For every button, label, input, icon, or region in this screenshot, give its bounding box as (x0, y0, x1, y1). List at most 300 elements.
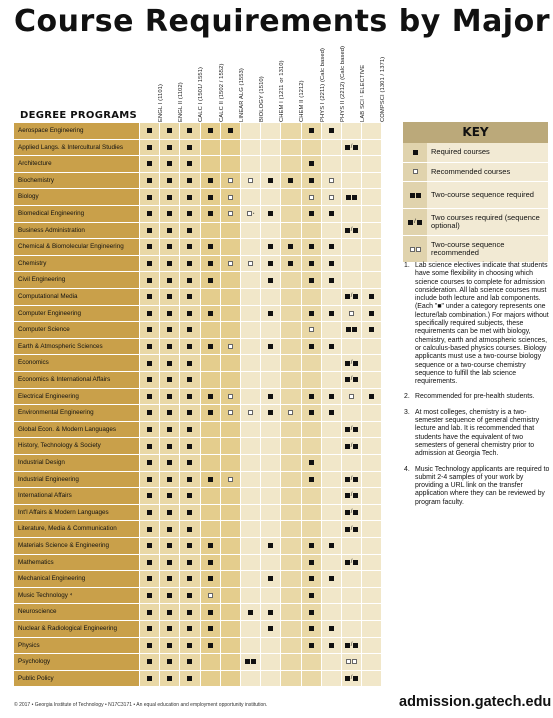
recommended-marker (228, 410, 233, 415)
requirement-cell (220, 189, 240, 206)
recommended-marker (349, 394, 354, 399)
requirement-cell (341, 339, 361, 356)
required-marker (167, 327, 172, 332)
requirement-cell (240, 472, 260, 489)
required-marker (329, 643, 334, 648)
requirement-cell (280, 173, 300, 190)
requirement-cell (321, 405, 341, 422)
requirement-cell (200, 140, 220, 157)
required-marker (167, 527, 172, 532)
requirement-cell (139, 223, 159, 240)
program-name: Psychology (14, 654, 139, 671)
requirement-cell (260, 455, 280, 472)
recommended-marker (349, 311, 354, 316)
requirement-cell (179, 173, 199, 190)
required-marker (167, 261, 172, 266)
required-marker (187, 444, 192, 449)
requirement-cell (301, 654, 321, 671)
optional-sequence-marker (345, 444, 350, 449)
recommended-marker (248, 261, 253, 266)
requirement-cell (220, 472, 240, 489)
requirement-cell (220, 638, 240, 655)
requirement-cell (341, 488, 361, 505)
requirement-cell (240, 455, 260, 472)
required-marker (147, 427, 152, 432)
required-marker (167, 593, 172, 598)
requirement-cell (260, 206, 280, 223)
requirement-cell (321, 488, 341, 505)
requirement-cell (321, 621, 341, 638)
requirement-cell (341, 422, 361, 439)
requirement-cell (159, 389, 179, 406)
requirement-cell (240, 671, 260, 688)
requirement-cell (361, 206, 381, 223)
requirement-cell (200, 638, 220, 655)
program-name: Industrial Engineering (14, 472, 139, 489)
recommended-marker (247, 211, 252, 216)
requirement-cell (220, 389, 240, 406)
requirement-cell (260, 405, 280, 422)
requirement-cell (260, 604, 280, 621)
requirement-cell (139, 189, 159, 206)
slash-separator: / (350, 226, 353, 233)
required-marker (309, 610, 314, 615)
requirement-cell (220, 289, 240, 306)
required-marker (147, 211, 152, 216)
required-marker (187, 361, 192, 366)
requirement-cell (179, 322, 199, 339)
requirement-cell (260, 621, 280, 638)
sequence-marker (410, 193, 415, 198)
program-name: Mathematics (14, 555, 139, 572)
required-marker (329, 626, 334, 631)
requirement-cell (361, 555, 381, 572)
requirement-cell (220, 438, 240, 455)
requirement-cell (159, 239, 179, 256)
column-header-label: PHYS I (2211) (Calc based) (319, 47, 326, 122)
requirement-cell (301, 571, 321, 588)
required-marker (208, 643, 213, 648)
requirement-cell (220, 322, 240, 339)
required-marker (208, 244, 213, 249)
requirement-cell (220, 538, 240, 555)
requirement-cell (260, 654, 280, 671)
program-name: Electrical Engineering (14, 389, 139, 406)
required-marker (147, 161, 152, 166)
requirement-cell (220, 654, 240, 671)
requirement-cell (361, 189, 381, 206)
requirement-cell (260, 189, 280, 206)
requirement-cell (341, 372, 361, 389)
requirement-cell (159, 604, 179, 621)
program-name: Computer Engineering (14, 306, 139, 323)
required-marker (208, 344, 213, 349)
program-name: Economics (14, 355, 139, 372)
requirement-cell (341, 306, 361, 323)
optional-sequence-marker (345, 560, 350, 565)
requirement-cell (361, 289, 381, 306)
requirement-cell (159, 521, 179, 538)
required-marker (187, 610, 192, 615)
required-marker (369, 327, 374, 332)
footnote-number: 4. (404, 465, 410, 473)
requirement-cell (240, 339, 260, 356)
requirement-cell (361, 372, 381, 389)
required-marker (187, 294, 192, 299)
requirement-cell (321, 604, 341, 621)
requirement-cell (280, 505, 300, 522)
program-name: Computational Media (14, 289, 139, 306)
requirement-cell (159, 405, 179, 422)
requirement-cell (280, 339, 300, 356)
required-marker (268, 311, 273, 316)
recommended-marker (228, 211, 233, 216)
required-marker (268, 211, 273, 216)
requirement-cell (321, 555, 341, 572)
program-name: Materials Science & Engineering (14, 538, 139, 555)
requirement-cell (240, 389, 260, 406)
required-marker (208, 278, 213, 283)
requirement-cell (159, 571, 179, 588)
required-marker (167, 626, 172, 631)
requirement-cell (321, 189, 341, 206)
required-marker (309, 394, 314, 399)
slash-separator: / (350, 525, 353, 532)
requirement-cell (200, 173, 220, 190)
required-marker (208, 626, 213, 631)
program-name: Architecture (14, 156, 139, 173)
required-marker (147, 228, 152, 233)
optional-sequence-marker (350, 226, 358, 233)
requirement-cell (179, 538, 199, 555)
requirement-cell (361, 438, 381, 455)
requirement-cell (220, 555, 240, 572)
requirement-cell (361, 256, 381, 273)
requirement-cell (159, 372, 179, 389)
requirement-cell (280, 140, 300, 157)
optional-sequence-marker (350, 143, 358, 150)
requirement-cell (301, 140, 321, 157)
requirement-cell (260, 438, 280, 455)
requirement-cell (179, 239, 199, 256)
requirement-cell (240, 488, 260, 505)
requirement-cell (260, 422, 280, 439)
sequence-marker (352, 195, 357, 200)
sequence-marker (245, 659, 250, 664)
requirement-cell (321, 140, 341, 157)
requirement-cell (139, 671, 159, 688)
required-marker (208, 311, 213, 316)
requirement-cell (200, 123, 220, 140)
requirement-cell (260, 272, 280, 289)
requirement-cell (200, 555, 220, 572)
requirement-cell (280, 555, 300, 572)
requirement-cell (341, 455, 361, 472)
column-header-label: CALC II (1502 / 1552) (218, 63, 225, 122)
sequence-marker (416, 193, 421, 198)
requirement-cell (280, 455, 300, 472)
required-marker (167, 361, 172, 366)
key-item (403, 236, 548, 263)
requirement-cell (260, 521, 280, 538)
requirement-cell (200, 322, 220, 339)
program-name: Aerospace Engineering (14, 123, 139, 140)
requirement-cell (200, 538, 220, 555)
requirement-cell (179, 505, 199, 522)
recommended-sequence-marker (346, 659, 351, 664)
requirement-cell (321, 306, 341, 323)
requirement-cell (301, 405, 321, 422)
optional-sequence-marker (350, 442, 358, 449)
requirement-cell (159, 505, 179, 522)
requirement-cell (321, 455, 341, 472)
requirement-cell (179, 472, 199, 489)
requirement-cell (240, 588, 260, 605)
required-marker (167, 643, 172, 648)
requirement-cell (200, 189, 220, 206)
requirement-cell (240, 272, 260, 289)
requirement-cell (341, 671, 361, 688)
requirement-cell (139, 638, 159, 655)
required-marker (309, 560, 314, 565)
footnote (404, 393, 550, 401)
requirement-cell (179, 189, 199, 206)
requirement-cell (260, 140, 280, 157)
required-marker (309, 344, 314, 349)
required-marker (187, 261, 192, 266)
requirement-cell (159, 322, 179, 339)
requirement-cell (260, 588, 280, 605)
column-header (355, 52, 375, 122)
requirement-cell (159, 272, 179, 289)
slash-separator: / (350, 442, 353, 449)
column-header (234, 52, 254, 122)
column-header-label: LINEAR ALG (1553) (238, 68, 245, 122)
requirement-cell (220, 173, 240, 190)
requirement-cell (321, 389, 341, 406)
required-marker (208, 211, 213, 216)
requirement-cell (220, 239, 240, 256)
requirement-cell (139, 239, 159, 256)
requirement-cell (139, 538, 159, 555)
key-item (403, 209, 548, 236)
optional-sequence-marker (350, 426, 358, 433)
requirement-cell (139, 472, 159, 489)
requirement-cell (280, 604, 300, 621)
requirement-cell (280, 322, 300, 339)
required-marker (208, 610, 213, 615)
column-header-label: CHEM II (1212) (299, 80, 306, 122)
requirement-cell (341, 438, 361, 455)
required-marker (208, 576, 213, 581)
required-marker (187, 278, 192, 283)
recommended-marker (413, 169, 418, 174)
recommended-marker (329, 195, 334, 200)
recommended-marker (248, 410, 253, 415)
requirement-cell (341, 123, 361, 140)
required-marker (309, 178, 314, 183)
requirement-cell (301, 322, 321, 339)
requirement-cell (280, 521, 300, 538)
required-marker (329, 128, 334, 133)
requirement-cell (159, 671, 179, 688)
requirement-cell (240, 638, 260, 655)
requirement-cell (321, 521, 341, 538)
required-marker (187, 676, 192, 681)
column-header-label: CHEM I (1211 or 1310) (279, 60, 286, 122)
requirement-cell (341, 638, 361, 655)
requirement-cell (301, 671, 321, 688)
requirement-cell (139, 455, 159, 472)
required-marker (167, 576, 172, 581)
required-marker (167, 560, 172, 565)
required-marker (147, 410, 152, 415)
requirement-cell (280, 638, 300, 655)
requirement-cell (240, 223, 260, 240)
slash-separator: / (350, 475, 353, 482)
requirement-cell (341, 472, 361, 489)
requirement-cell (179, 156, 199, 173)
requirement-cell (139, 422, 159, 439)
page-title: Course Requirements by Major (14, 4, 550, 39)
requirement-cell (260, 173, 280, 190)
column-header (335, 45, 355, 122)
required-marker (309, 261, 314, 266)
requirement-cell (220, 521, 240, 538)
requirement-cell (301, 455, 321, 472)
requirement-cell (321, 339, 341, 356)
requirement-cell (341, 289, 361, 306)
required-marker (329, 344, 334, 349)
recommended-marker (329, 178, 334, 183)
required-marker (167, 145, 172, 150)
required-marker (147, 626, 152, 631)
footnote-text: Music Technology applicants are required to submit 2-4 samples of your work by providing a URL link on the transfer application where they can be reviewed by program faculty. (415, 465, 550, 506)
required-marker (147, 444, 152, 449)
required-marker (208, 394, 213, 399)
required-marker (268, 610, 273, 615)
optional-sequence-marker (350, 359, 358, 366)
requirement-cell (139, 588, 159, 605)
requirement-cell (200, 206, 220, 223)
required-marker (329, 244, 334, 249)
requirement-cell (159, 654, 179, 671)
requirement-cell (321, 588, 341, 605)
requirement-cell (139, 389, 159, 406)
program-name: Neuroscience (14, 604, 139, 621)
requirement-cell (341, 140, 361, 157)
required-marker (208, 477, 213, 482)
requirement-cell (240, 322, 260, 339)
requirement-cell (301, 239, 321, 256)
requirement-cell (341, 389, 361, 406)
required-marker (167, 444, 172, 449)
program-name: Nuclear & Radiological Engineering (14, 621, 139, 638)
required-marker (329, 576, 334, 581)
program-name: Int'l Affairs & Modern Languages (14, 505, 139, 522)
requirement-cell (260, 538, 280, 555)
requirement-cell (361, 140, 381, 157)
website-link[interactable]: admission.gatech.edu (399, 694, 552, 710)
required-marker (147, 394, 152, 399)
requirement-cell (240, 521, 260, 538)
requirement-cell (280, 422, 300, 439)
requirement-cell (321, 538, 341, 555)
requirement-cell (139, 654, 159, 671)
footnote-text: Recommended for pre-health students. (415, 393, 535, 401)
required-marker (309, 626, 314, 631)
required-marker (147, 527, 152, 532)
requirement-cell (341, 571, 361, 588)
required-marker (369, 311, 374, 316)
requirement-cell (301, 604, 321, 621)
recommended-marker (228, 178, 233, 183)
recommended-sequence-marker (352, 659, 357, 664)
requirement-cell (159, 256, 179, 273)
requirement-cell (139, 571, 159, 588)
required-marker (208, 410, 213, 415)
required-marker (187, 311, 192, 316)
requirement-cell (240, 621, 260, 638)
footnote (404, 409, 550, 459)
required-marker (147, 543, 152, 548)
optional-sequence-marker (350, 675, 358, 682)
footnote-text: Lab science electives indicate that students have some flexibility in choosing which science courses to complete for admission consideration. All lab science courses must include both lecture and lab components. (Each "■" under a category represents one lecture/lab combination.) For majors without specifically required subjects, these requirements can be met with biology, chemistry, earth and atmospheric sciences, or calculus-based physics courses. Biology applicants must use a two-course biology sequence or a two-course chemistry sequence to fulfill the lab science requirements. (415, 262, 549, 386)
key-label: Two courses required (sequence optional) (427, 209, 548, 235)
requirement-cell (280, 671, 300, 688)
requirement-cell (280, 588, 300, 605)
requirement-cell (341, 239, 361, 256)
required-marker (147, 493, 152, 498)
required-marker (208, 195, 213, 200)
requirement-cell (179, 555, 199, 572)
key-symbol (403, 163, 427, 182)
column-header-label: COMPSCI (1301 / 1371) (380, 56, 387, 122)
key-symbol (403, 209, 427, 235)
requirement-cell (220, 488, 240, 505)
column-header-label: BIOLOGY (1510) (259, 76, 265, 122)
requirement-cell (139, 322, 159, 339)
requirement-cell (179, 405, 199, 422)
required-marker (329, 261, 334, 266)
requirement-cell (301, 206, 321, 223)
requirement-cell (200, 239, 220, 256)
required-marker (167, 659, 172, 664)
degree-programs-label: DEGREE PROGRAMS (20, 110, 138, 121)
requirement-cell (280, 272, 300, 289)
requirement-cell (179, 488, 199, 505)
requirement-cell (341, 256, 361, 273)
requirement-cell (321, 173, 341, 190)
requirement-cell (341, 654, 361, 671)
requirement-cell (361, 123, 381, 140)
required-marker (187, 145, 192, 150)
optional-sequence-marker (345, 527, 350, 532)
required-marker (329, 311, 334, 316)
requirement-cell (220, 355, 240, 372)
requirement-cell (301, 272, 321, 289)
required-marker (268, 576, 273, 581)
requirement-cell (240, 355, 260, 372)
key-symbol (403, 143, 427, 162)
recommended-marker (228, 261, 233, 266)
requirement-cell (280, 389, 300, 406)
requirement-cell (341, 322, 361, 339)
requirement-cell (341, 206, 361, 223)
required-marker (309, 576, 314, 581)
required-marker (268, 543, 273, 548)
requirement-cell (159, 422, 179, 439)
